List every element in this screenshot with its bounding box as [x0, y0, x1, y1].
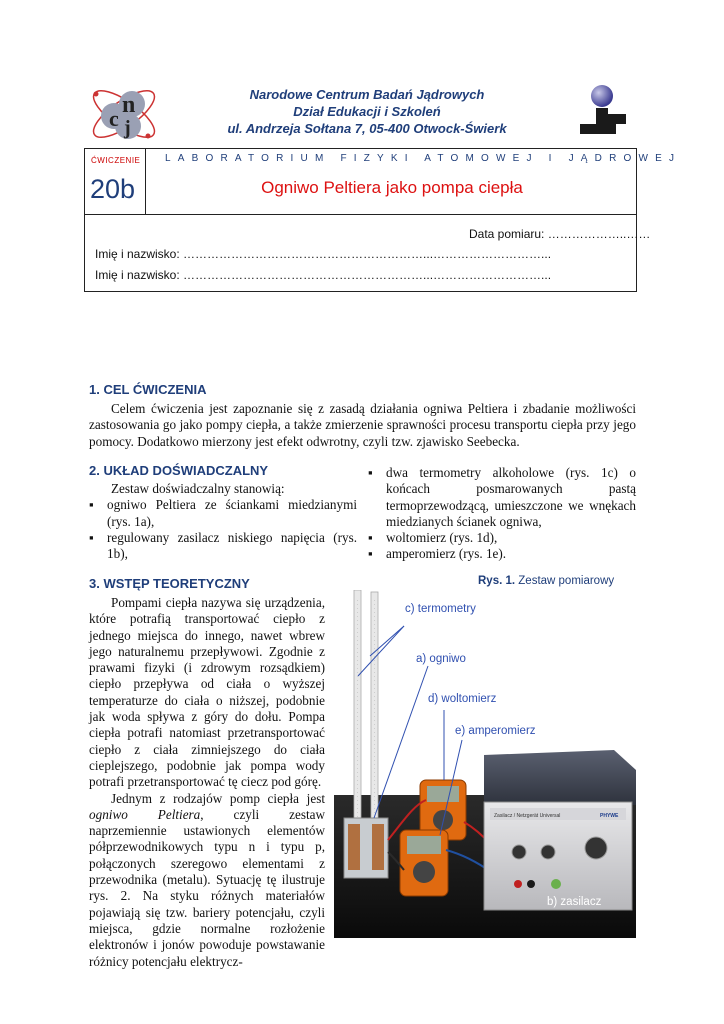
edu-logo — [576, 84, 634, 144]
header-divider — [85, 214, 636, 215]
svg-text:c: c — [109, 106, 119, 131]
list-item-text: regulowany zasilacz niskiego napięcia (rys. 1b), — [107, 529, 357, 562]
section-1-heading: 1. CEL ĆWICZENIA — [89, 382, 207, 397]
svg-text:n: n — [122, 92, 136, 118]
p2-italic-term: ogniwo Peltiera — [89, 806, 201, 822]
list-item-text: woltomierz (rys. 1d), — [386, 530, 498, 546]
institution-line-3: ul. Andrzeja Sołtana 7, 05-400 Otwock-Świerk — [227, 121, 507, 136]
psu-label-text: Zasilacz / Netzgerät Universal — [494, 813, 561, 819]
section-2-left-column — [89, 481, 357, 562]
label-thermometers: c) termometry — [405, 603, 476, 615]
bullet: ▪ — [89, 497, 94, 513]
label-power-supply: b) zasilacz — [547, 896, 602, 908]
exercise-title: Ogniwo Peltiera jako pompa ciepła — [261, 178, 523, 197]
list-item — [368, 465, 636, 530]
institution-header — [160, 86, 574, 137]
institution-line-2: Dział Edukacji i Szkoleń — [293, 104, 441, 119]
label-peltier-cell: a) ogniwo — [416, 653, 466, 665]
figure-caption — [478, 575, 614, 587]
label-voltmeter: d) woltomierz — [428, 693, 497, 705]
section-3-paragraph-1: Pompami ciepła nazywa się urządzenia, które potrafią transportować ciepło z jednego miejsca do innego, nawet wbrew jego naturalnemu przepływowi. Zgodnie z prawami fizyki (i zdrowym rozsądkiem) ciepło przepływa od ciała o wyższej temperaturze do ciała o niższej, podobnie jak woda spływa z góry do dołu. Pompa ciepła potrafi natomiast przetransportować ciepło z ciała zimniejszego do ciała cieplejszego, podobnie jak pompa wody potrafi przetransportować tę ciecz pod górę. — [89, 595, 325, 790]
figure-caption-text: Zestaw pomiarowy — [515, 575, 615, 587]
bullet: ▪ — [368, 465, 373, 480]
exercise-number: 20b — [90, 174, 136, 204]
p2-text-before: Jednym z rodzajów pomp ciepła jest — [111, 790, 325, 806]
psu-brand-text: PHYWE — [600, 813, 619, 819]
list-item — [368, 530, 636, 546]
ncbj-logo — [84, 82, 162, 146]
p2-text-after: , czyli zestaw naprzemiennie ustawionych elementów półprzewodnikowych typu n i typu p, połączonych szeregowo elementami z przewodnika (metalu). Sytuację tę ilustruje rys. 2. Na styku różnych materiałów pojawiają się tzw. bariery potencjału, czyli miejsca, gdzie normalne rozłożenie elektronów i jonów powoduje powstawanie różnicy potencjału elektrycz- — [89, 806, 325, 969]
date-field[interactable]: Data pomiaru: ………………..…… — [469, 227, 651, 241]
list-item — [89, 530, 357, 563]
bullet: ▪ — [368, 546, 373, 562]
section-1-body — [89, 401, 636, 450]
section-3-paragraph-2 — [89, 791, 325, 970]
list-item-text: dwa termometry alkoholowe (rys. 1c) o końcach posmarowanych pastą termoprzewodzącą, umieszczone we wnękach miedzianych ścianek ogniwa, — [386, 465, 636, 529]
bullet: ▪ — [368, 530, 373, 546]
exercise-header-box — [84, 148, 682, 292]
svg-text:j: j — [124, 117, 131, 139]
section-2-right-column — [368, 465, 636, 563]
section-3-heading: 3. WSTĘP TEORETYCZNY — [89, 576, 250, 591]
name-field-1[interactable]: Imię i nazwisko: ……………………………………………………...………………………... — [95, 247, 552, 261]
list-item-text: ogniwo Peltiera ze ściankami miedzianymi (rys. 1a), — [107, 497, 357, 529]
lab-title: LABORATORIUM FIZYKI ATOMOWEJ I JĄDROWEJ — [165, 153, 682, 164]
list-item — [89, 497, 357, 530]
bullet: ▪ — [89, 529, 94, 545]
section-2-intro: Zestaw doświadczalny stanowią: — [111, 481, 285, 496]
list-item-text: amperomierz (rys. 1e). — [386, 546, 507, 562]
figure-caption-number: Rys. 1. — [478, 575, 516, 587]
list-item — [368, 546, 636, 562]
exercise-label: ĆWICZENIE — [91, 156, 141, 165]
section-3-body — [89, 595, 325, 970]
apparatus-photo — [334, 590, 636, 938]
exercise-number-cell — [85, 149, 146, 214]
institution-line-1: Narodowe Centrum Badań Jądrowych — [249, 87, 485, 102]
section-1-paragraph: Celem ćwiczenia jest zapoznanie się z zasadą działania ogniwa Peltiera i zbadanie możliwości zastosowania go jako pompy ciepła, a także zmierzenie sprawności procesu transportu ciepła przy jego pomocy. Dodatkowo mierzony jest efekt odwrotny, czyli tzw. zjawisko Seebecka. — [89, 401, 636, 449]
section-2-heading: 2. UKŁAD DOŚWIADCZALNY — [89, 463, 269, 478]
label-ammeter: e) amperomierz — [455, 725, 536, 737]
name-field-2[interactable]: Imię i nazwisko: ……………………………………………………...………………………... — [95, 268, 552, 282]
